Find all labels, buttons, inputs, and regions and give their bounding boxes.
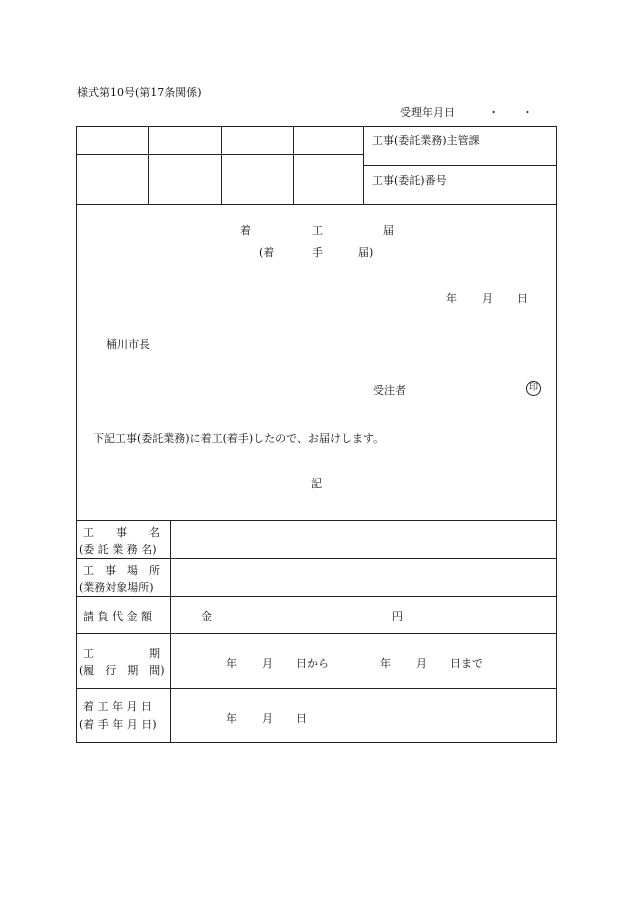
receipt-date-dot: ・ [522, 106, 533, 119]
row-label-name: 工 事 名 [83, 526, 160, 539]
start-year: 年 [226, 712, 237, 725]
body-text: 下記工事(委託業務)に着工(着手)したので、お届けします。 [93, 432, 385, 445]
stamp-box-divider [293, 126, 294, 204]
table-line [76, 520, 557, 521]
stamp-box-divider [363, 126, 364, 204]
row-label-place-sub: (業務対象場所) [79, 581, 154, 594]
date-day: 日 [517, 292, 528, 305]
table-line [76, 688, 557, 689]
header-bottom-line [76, 204, 557, 205]
row-label-start: 着 工 年 月 日 [83, 700, 152, 713]
dept-label: 工事(委託業務)主管課 [372, 134, 480, 147]
title-char: 届 [383, 224, 394, 237]
table-line [76, 558, 557, 559]
receipt-date-label: 受理年月日 [400, 106, 455, 119]
period-from-month: 月 [262, 657, 273, 670]
ki-mark: 記 [311, 477, 322, 490]
period-to-month: 月 [416, 657, 427, 670]
subtitle-part: 届) [358, 246, 374, 259]
start-day: 日 [296, 712, 307, 725]
period-to-year: 年 [380, 657, 391, 670]
frame-left [76, 126, 77, 743]
row-label-name-sub: (委 託 業 務 名) [79, 543, 157, 556]
period-from-year: 年 [226, 657, 237, 670]
subtitle-part: (着 [259, 246, 275, 259]
header-grid-line [76, 154, 363, 155]
frame-bottom [76, 742, 557, 743]
table-line [76, 596, 557, 597]
stamp-box-divider [148, 126, 149, 204]
period-from-day: 日から [296, 657, 329, 670]
row-label-period: 工 期 [83, 647, 160, 660]
row-label-period-sub: (履 行 期 間) [79, 664, 165, 677]
date-month: 月 [482, 292, 493, 305]
receipt-date-dot: ・ [488, 106, 499, 119]
seal-mark: 印 [526, 381, 541, 396]
construction-number-label: 工事(委託)番号 [372, 174, 447, 187]
contractor-label: 受注者 [373, 384, 406, 397]
row-label-place: 工 事 場 所 [83, 564, 160, 577]
form-number-label: 様式第10号(第17条関係) [77, 86, 202, 99]
title-char: 着 [240, 224, 251, 237]
row-label-amount: 請 負 代 金 額 [83, 610, 152, 623]
subtitle-part: 手 [312, 246, 323, 259]
table-line [76, 633, 557, 634]
date-year: 年 [446, 292, 457, 305]
frame-right [556, 126, 557, 743]
table-label-divider [170, 520, 171, 742]
amount-yen: 円 [392, 610, 403, 623]
title-char: 工 [312, 224, 323, 237]
period-to-day: 日まで [450, 657, 483, 670]
addressee: 桶川市長 [106, 338, 150, 351]
start-month: 月 [262, 712, 273, 725]
row-label-start-sub: (着 手 年 月 日) [79, 718, 157, 731]
stamp-box-divider [221, 126, 222, 204]
header-grid-line [363, 165, 557, 166]
amount-kin: 金 [201, 610, 212, 623]
